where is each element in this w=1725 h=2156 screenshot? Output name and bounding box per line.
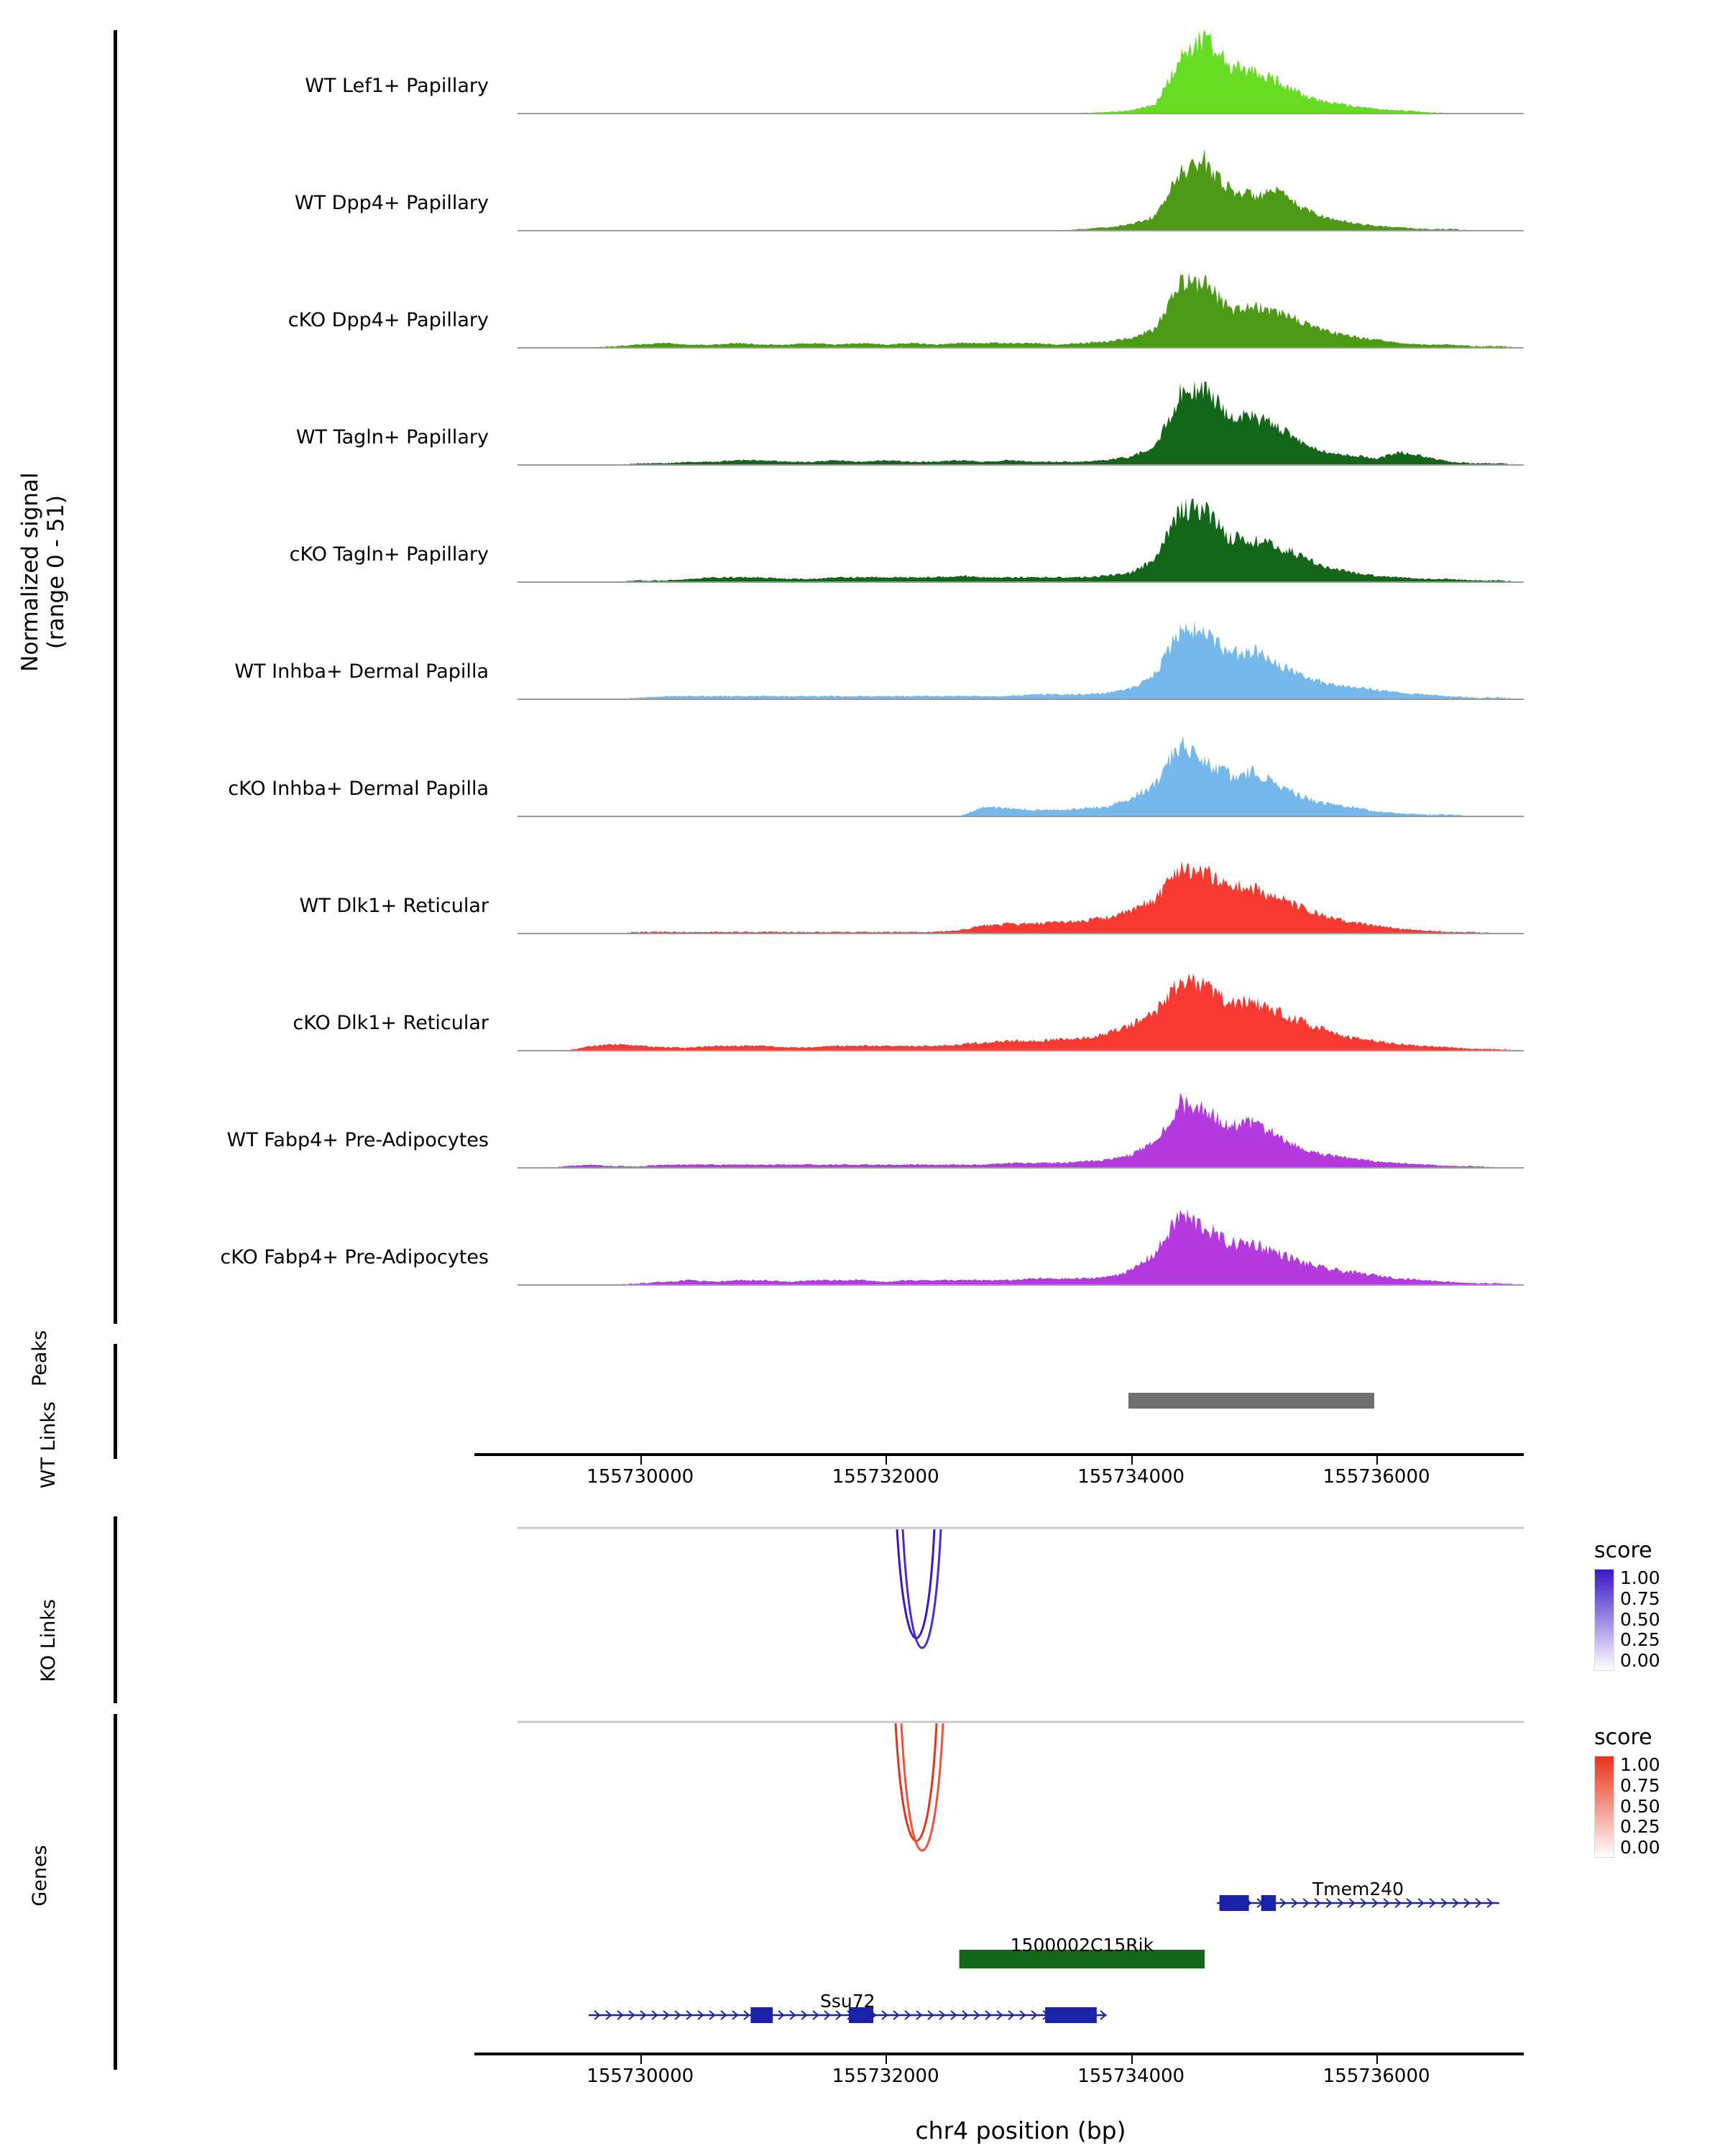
gene-exon [1261,1895,1276,1911]
gene-name: Ssu72 [819,1991,875,2012]
wt-links-panel [518,1524,1524,1696]
coverage-area [518,264,1524,349]
ko-legend-tick-2: 0.50 [1620,1795,1660,1817]
x-tick [1376,2055,1378,2064]
x-tick [640,2055,642,2064]
x-tick-label: 155730000 [586,1466,694,1488]
wt-links-label: WT Links [37,1401,60,1489]
coverage-area [518,733,1524,818]
x-tick-label: 155736000 [1322,1466,1430,1488]
coverage-area [518,967,1524,1052]
wt-links-legend [1594,1538,1660,1671]
track-label-5: WT Inhba+ Dermal Papilla [234,660,489,683]
coverage-area [518,1202,1524,1286]
peak-region [1128,1393,1374,1409]
coverage-track [518,499,1524,584]
track-label-0: WT Lef1+ Papillary [305,75,489,97]
wt-legend-tick-3: 0.25 [1620,1629,1660,1651]
x-tick-label: 155730000 [586,2065,694,2087]
x-tick [886,2055,887,2064]
coverage-track [518,264,1524,349]
track-label-2: cKO Dpp4+ Papillary [288,309,489,331]
coverage-track [518,147,1524,232]
wt-links-plot [518,1524,1524,1696]
peaks-panel [0,1330,1725,1502]
coverage-track [518,382,1524,466]
x-tick [640,1456,642,1465]
track-label-6: cKO Inhba+ Dermal Papilla [228,778,489,800]
gene-name: 1500002C15Rik [1010,1935,1154,1955]
gene-exon [750,2007,773,2023]
wt-legend-gradient [1594,1569,1614,1671]
wt-legend-tick-1: 0.75 [1620,1588,1660,1609]
coverage-track [518,1084,1524,1169]
track-label-3: WT Tagln+ Papillary [295,426,489,448]
track-label-7: WT Dlk1+ Reticular [299,895,489,917]
track-label-1: WT Dpp4+ Papillary [294,192,489,214]
ko-legend-tick-4: 0.00 [1620,1837,1660,1858]
x-tick-label: 155732000 [832,1466,939,1488]
ko-legend-title: score [1594,1725,1652,1750]
gene-name: Tmem240 [1312,1879,1404,1899]
wt-legend-tick-0: 1.00 [1620,1567,1660,1588]
coverage-track [518,733,1524,818]
x-tick [1131,1456,1133,1465]
x-tick-label: 155734000 [1077,1466,1185,1488]
coverage-area [518,1084,1524,1169]
x-tick [1131,2055,1133,2064]
ko-legend-ticks [1620,1756,1660,1856]
x-tick [886,1456,887,1465]
genes-tick-row [518,2055,1524,2088]
coverage-area [518,382,1524,466]
wt-legend-title: score [1594,1538,1652,1563]
ko-legend-gradient [1594,1756,1614,1858]
coverage-track [518,1202,1524,1286]
coverage-area [518,499,1524,584]
peaks-axis-bracket [114,1344,117,1459]
ko-legend-tick-3: 0.25 [1620,1816,1660,1838]
peaks-label: Peaks [29,1330,51,1387]
wt-legend-tick-4: 0.00 [1620,1650,1660,1671]
genes-plot [518,1874,1524,2054]
coverage-track [518,616,1524,701]
track-label-8: cKO Dlk1+ Reticular [293,1012,489,1034]
x-tick [1376,1456,1378,1465]
x-tick-label: 155736000 [1322,2065,1430,2087]
coverage-track [518,850,1524,935]
ko-links-legend [1594,1725,1660,1858]
coverage-area [518,850,1524,935]
coverage-area [518,147,1524,232]
y-axis-label-line1: Normalized signal [17,472,43,672]
x-axis-title: chr4 position (bp) [915,2116,1126,2145]
ko-legend-tick-0: 1.00 [1620,1754,1660,1775]
genes-panel [0,1845,1725,2106]
gene-exon [1045,2007,1097,2023]
track-label-9: WT Fabp4+ Pre-Adipocytes [226,1129,489,1151]
coverage-track [518,967,1524,1052]
y-axis-label-line2: (range 0 - 51) [43,494,69,650]
coverage-area [518,616,1524,701]
wt-legend-ticks [1620,1569,1660,1669]
track-label-4: cKO Tagln+ Papillary [289,543,489,566]
peaks-tick-row [518,1456,1524,1489]
coverage-track [518,30,1524,115]
wt-legend-tick-2: 0.50 [1620,1608,1660,1630]
ko-links-label: KO Links [37,1599,60,1682]
x-tick-label: 155732000 [832,2065,939,2087]
genes-label: Genes [29,1845,51,1907]
wt-links-axis-bracket [114,1516,117,1703]
genes-axis-bracket [114,1876,117,2070]
coverage-area [518,30,1524,115]
ko-legend-tick-1: 0.75 [1620,1774,1660,1796]
gene-exon [1220,1895,1249,1911]
x-tick-label: 155734000 [1077,2065,1185,2087]
track-label-10: cKO Fabp4+ Pre-Adipocytes [220,1246,489,1268]
